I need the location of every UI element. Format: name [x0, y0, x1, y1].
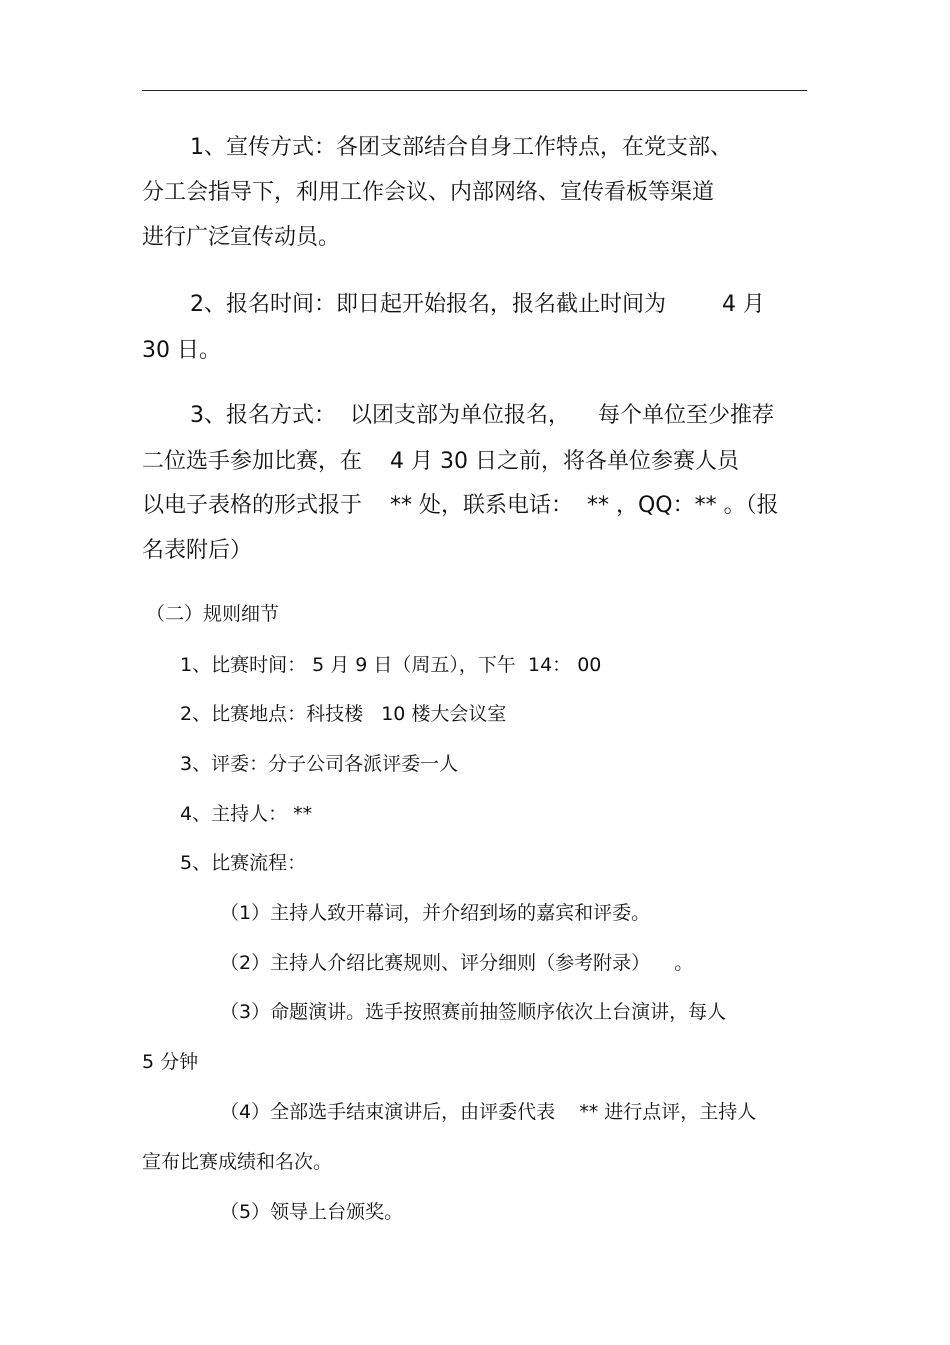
registration-method-line-3: 以电子表格的形式报于 ** 处，联系电话： ** ，QQ：** 。（报 — [142, 493, 779, 518]
publicity-method-line-3: 进行广泛宣传动员。 — [142, 225, 341, 250]
registration-method-line-2: 二位选手参加比赛，在 4 月 30 日之前，将各单位参赛人员 — [142, 449, 739, 474]
registration-method-line-4: 名表附后） — [142, 538, 253, 563]
publicity-method-line-1: 1、宣传方式：各团支部结合自身工作特点，在党支部、 — [190, 135, 732, 160]
flow-step-3-line-1: （3）命题演讲。选手按照赛前抽签顺序依次上台演讲，每人 — [220, 1001, 727, 1023]
rule-item-3: 3、评委：分子公司各派评委一人 — [180, 753, 459, 775]
registration-method-line-1: 3、报名方式： 以团支部为单位报名， 每个单位至少推荐 — [190, 403, 774, 428]
rule-item-2: 2、比赛地点：科技楼 10 楼大会议室 — [180, 703, 507, 725]
flow-step-5: （5）领导上台颁奖。 — [220, 1201, 404, 1223]
registration-time-line-1: 2、报名时间：即日起开始报名，报名截止时间为 4 月 — [190, 292, 765, 317]
flow-step-1: （1）主持人致开幕词，并介绍到场的嘉宾和评委。 — [220, 902, 651, 924]
flow-step-3-line-2: 5 分钟 — [142, 1051, 199, 1073]
flow-step-4-line-1: （4）全部选手结束演讲后，由评委代表 ** 进行点评，主持人 — [220, 1101, 757, 1123]
rule-item-1: 1、比赛时间： 5 月 9 日（周五），下午 14： 00 — [180, 654, 602, 676]
rule-item-4: 4、主持人： ** — [180, 803, 313, 825]
registration-time-line-2: 30 日。 — [142, 338, 221, 363]
rule-item-5: 5、比赛流程： — [180, 852, 307, 874]
rules-heading: （二）规则细节 — [146, 603, 280, 625]
flow-step-2: （2）主持人介绍比赛规则、评分细则（参考附录） 。 — [220, 952, 694, 974]
publicity-method-line-2: 分工会指导下，利用工作会议、内部网络、宣传看板等渠道 — [142, 180, 715, 205]
flow-step-4-line-2: 宣布比赛成绩和名次。 — [142, 1151, 333, 1173]
header-rule — [142, 90, 807, 91]
